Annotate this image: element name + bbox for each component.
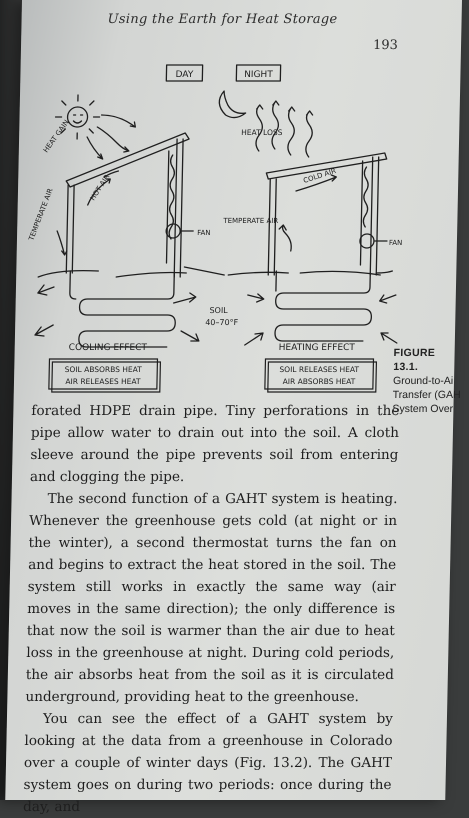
temperate-air-arrow xyxy=(57,231,68,255)
day-label: DAY xyxy=(175,70,193,80)
book-page xyxy=(5,0,462,800)
night-label: NIGHT xyxy=(244,70,273,80)
right-greenhouse xyxy=(228,153,395,275)
paragraph: You can see the effect of a GAHT system by looking at the data from a greenhouse in Colorado over a couple of winter days (Fig. 13.2). The GAHT system goes on during two periods: once during the day, and xyxy=(23,708,393,818)
caption-line: Transfer (GAH xyxy=(393,388,453,402)
figure-caption xyxy=(392,346,453,416)
sun-ray-arrow xyxy=(87,137,103,159)
left-intake-pipe xyxy=(70,271,77,299)
sun-ray-arrow xyxy=(101,115,135,127)
paragraph: The second function of a GAHT system is heating. Whenever the greenhouse gets cold (at night or in the winter), a second thermostat turns the fan on and begins to extract the heat stored in the soil. The system still works in exactly the same way (air moves in the same direction); the only difference is that now the soil is warmer than the air due to heat loss in the greenhouse at night. During cold periods, the air absorbs heat from the soil as it is circulated underground, providing heat to the greenhouse. xyxy=(25,488,398,708)
heating-box-line2: AIR ABSORBS HEAT xyxy=(283,377,356,386)
heating-box-line1: SOIL RELEASES HEAT xyxy=(279,365,359,374)
caption-label: FIGURE 13.1. xyxy=(393,346,454,374)
paragraph: forated HDPE drain pipe. Tiny perforations in the pipe allow water to drain out into the soil. A cloth sleeve around the pipe prevents soil from entering and clogging the pipe. xyxy=(30,400,400,488)
effect-legend xyxy=(22,340,393,400)
heating-arrow xyxy=(380,295,396,303)
left-ground-pipe xyxy=(79,273,177,347)
night-box xyxy=(236,65,280,81)
body-text xyxy=(23,400,400,818)
cold-air-label: COLD AIR xyxy=(302,167,337,185)
heating-box xyxy=(265,359,377,392)
day-box xyxy=(166,65,202,81)
running-head: Using the Earth for Heat Storage xyxy=(107,12,367,27)
sun-ray-arrow xyxy=(97,127,130,152)
cooling-box-line1: SOIL ABSORBS HEAT xyxy=(65,365,143,374)
caption-line: System Over xyxy=(392,402,452,416)
gaht-diagram xyxy=(23,55,399,345)
heating-arrow xyxy=(248,294,264,302)
temperate-air-center-label: TEMPERATE AIR xyxy=(222,217,278,225)
heat-loss-wave xyxy=(288,107,295,155)
page-number: 193 xyxy=(373,38,398,53)
moon-icon xyxy=(219,91,246,118)
fan-right-label: FAN xyxy=(389,239,403,247)
cooling-box-line2: AIR RELEASES HEAT xyxy=(65,377,141,386)
soil-label: SOIL xyxy=(209,306,228,315)
heat-gain-label: HEAT GAIN xyxy=(42,118,71,154)
temperate-air-left-label: TEMPERATE AIR xyxy=(27,187,55,242)
heat-loss-wave xyxy=(272,101,279,149)
heat-loss-wave xyxy=(306,111,313,157)
caption-line: Ground-to-Ai xyxy=(393,374,453,388)
cooling-box xyxy=(49,359,161,392)
cooling-arrow xyxy=(35,325,53,336)
left-greenhouse xyxy=(38,133,227,277)
fan-left-label: FAN xyxy=(197,229,211,237)
right-ground-pipe xyxy=(275,273,372,341)
cooling-arrow xyxy=(174,293,196,303)
heat-loss-label: HEAT LOSS xyxy=(241,128,283,137)
heating-effect-label: HEATING EFFECT xyxy=(279,343,356,353)
soil-temp-label: 40–70°F xyxy=(205,318,239,327)
cooling-arrow xyxy=(38,285,54,295)
cooling-effect-label: COOLING EFFECT xyxy=(69,343,148,353)
hot-air-label: HOT AIR xyxy=(89,173,112,202)
